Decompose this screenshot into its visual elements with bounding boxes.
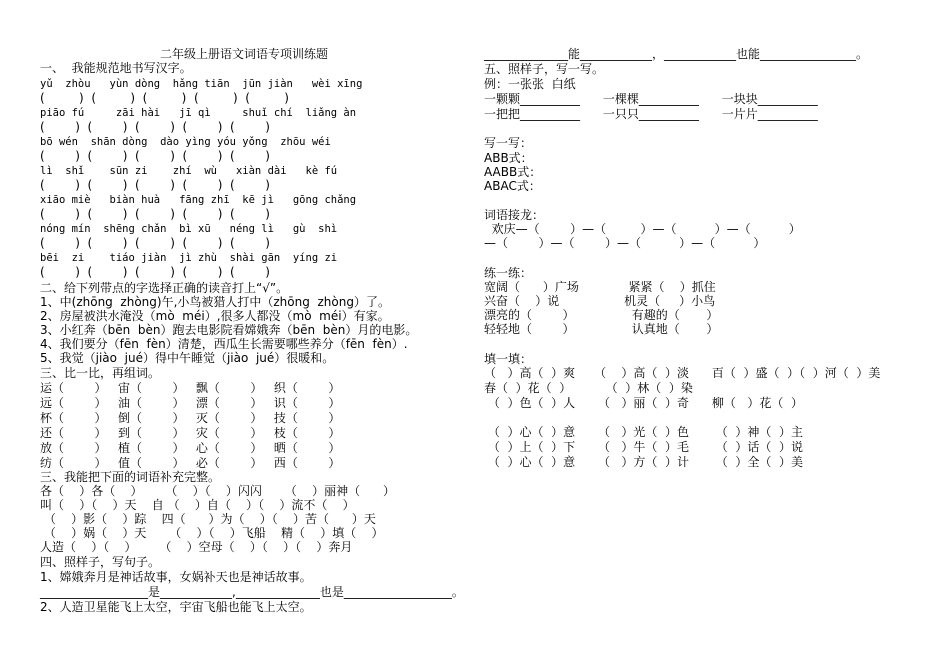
sentence-example: 1、嫦娥奔月是神话故事，女娲补天也是神话故事。 bbox=[40, 570, 312, 584]
pinyin-row: yǔ zhòu yùn dòng hǎng tiān jūn jiàn wèi xīng bbox=[40, 78, 363, 90]
bracket-row: ( ) ( ) ( ) ( ) ( ) bbox=[40, 265, 270, 279]
sentence-blank: ______________能____________，____________也能________________。 bbox=[484, 47, 869, 61]
bracket-row: ( ) ( ) ( ) ( ) ( ) bbox=[40, 207, 270, 221]
pinyin-row: piāo fú zāi hài jī qì shuǐ chí liǎng àn bbox=[40, 107, 357, 119]
idiom-row: （ ）影（ ）踪 四（ ）为（ ）（ ）苦（ ）天 bbox=[40, 512, 376, 526]
write-item: AABB式： bbox=[484, 165, 542, 179]
pinyin-row: xiāo miè biàn huà fāng zhī kē jì gōng chǎng bbox=[40, 194, 357, 206]
practice-row: 漂亮的（ ） 有趣的（ ） bbox=[484, 308, 719, 322]
bracket-row: ( ) ( ) ( ) ( ) ( ) bbox=[40, 91, 289, 105]
sentence-blank: __________________是____________,______________也是__________________。 bbox=[40, 585, 464, 599]
idiom-row: 叫（ ）（ ）天 自 （ ）自（ ）（ ）流不（ ） bbox=[40, 498, 355, 512]
fill-row: （ ）色（ ）人 （ ）丽（ ）奇 柳（ ）花（ ） bbox=[484, 396, 803, 410]
pinyin-row: lì shǐ sūn zi zhí wù xiàn dài kè fú bbox=[40, 165, 338, 177]
idiom-row: 各（ ）各（ ） （ ）（ ）闪闪 （ ）丽神（ ） bbox=[40, 484, 395, 498]
question-line: 3、小红奔（bēn bèn）跑去电影院看嫦娥奔（bēn bèn）月的电影。 bbox=[40, 323, 418, 337]
fill-row: （ ）心（ ）意 （ ）方（ ）计 （ ）全（ ）美 bbox=[484, 455, 803, 469]
section5-heading: 四、照样子，写句子。 bbox=[40, 555, 161, 569]
question-line: 4、我们要分（fēn fèn）清楚，西瓜生长需要哪些养分（fēn fèn）. bbox=[40, 337, 408, 351]
compare-row: 运（ ） 宙（ ） 飘（ ） 织（ ） bbox=[40, 381, 341, 395]
idiom-row: 人造（ ）（ ） （ ）空母（ ）（ ）（ ）奔月 bbox=[40, 540, 353, 554]
write-item: ABB式： bbox=[484, 151, 533, 165]
fill-row: （ ）心（ ）意 （ ）光（ ）色 （ ）神（ ）主 bbox=[484, 425, 803, 439]
compare-row: 还（ ） 到（ ） 灾（ ） 枝（ ） bbox=[40, 426, 341, 440]
question-line: 5、我觉（jiào jué）得中午睡觉（jiào jué）很暖和。 bbox=[40, 351, 335, 365]
section4-heading: 三、我能把下面的词语补充完整。 bbox=[40, 470, 221, 484]
chain-row: 欢庆—（ ）—（ ）—（ ）—（ ） bbox=[484, 222, 801, 236]
bracket-row: ( ) ( ) ( ) ( ) ( ) bbox=[40, 178, 270, 192]
section3-heading: 三、比一比，再组词。 bbox=[40, 366, 161, 380]
idiom-row: （ ）娲（ ）天 （ ）（ ）飞船 精（ ）填（ ） bbox=[40, 526, 384, 540]
compare-row: 远（ ） 油（ ） 漂（ ） 识（ ） bbox=[40, 396, 341, 410]
fill-heading: 填一填： bbox=[484, 352, 533, 366]
question-line: 1、中(zhōng zhòng)午,小鸟被猎人打中（zhōng zhòng）了。 bbox=[40, 295, 390, 309]
pinyin-row: bō wén shān dòng dào yìng yóu yǒng zhōu wéi bbox=[40, 136, 331, 148]
practice-row: 兴奋（ ）说 机灵（ ）小鸟 bbox=[484, 294, 716, 308]
section1-heading: 一、 我能规范地书写汉字。 bbox=[40, 61, 192, 75]
chain-row: —（ ）—（ ）—（ ）—（ ） bbox=[484, 236, 766, 250]
fill-row: （ ）高（ ）爽 （ ）高（ ）淡 百（ ）盛（ ）（ ）河（ ）美 bbox=[484, 366, 881, 380]
chain-heading: 词语接龙： bbox=[484, 208, 545, 222]
bracket-row: ( ) ( ) ( ) ( ) ( ) bbox=[40, 149, 270, 163]
measure-word-row: 一把把__________ 一只只__________ 一片片__________ bbox=[484, 107, 818, 121]
measure-word-row: 一颗颗__________ 一棵棵__________ 一块块__________ bbox=[484, 92, 818, 106]
section6-heading: 五、照样子，写一写。 bbox=[484, 62, 605, 76]
fill-row: （ ）上（ ）下 （ ）牛（ ）毛 （ ）话（ ）说 bbox=[484, 440, 803, 454]
sentence-example: 2、人造卫星能飞上太空，宇宙飞船也能飞上太空。 bbox=[40, 600, 312, 614]
page-title: 二年级上册语文词语专项训练题 bbox=[160, 47, 329, 61]
section2-heading: 二、给下列带点的字选择正确的读音打上“√”。 bbox=[40, 281, 289, 295]
write-item: ABAC式： bbox=[484, 179, 541, 193]
compare-row: 放（ ） 植（ ） 心（ ） 晒（ ） bbox=[40, 441, 341, 455]
example-line: 例：一张张 白纸 bbox=[484, 77, 580, 91]
bracket-row: ( ) ( ) ( ) ( ) ( ) bbox=[40, 120, 270, 134]
practice-heading: 练一练： bbox=[484, 266, 533, 280]
bracket-row: ( ) ( ) ( ) ( ) ( ) bbox=[40, 236, 270, 250]
question-line: 2、房屋被洪水淹没（mò méi）,很多人都没（mò méi）有家。 bbox=[40, 309, 390, 323]
fill-row: 春（ ）花（ ） （ ）林（ ）染 bbox=[484, 381, 693, 395]
compare-row: 纺（ ） 值（ ） 必（ ） 西（ ） bbox=[40, 456, 341, 470]
pinyin-row: nóng mín shēng chǎn bì xū néng lì gù shì bbox=[40, 223, 338, 235]
practice-row: 轻轻地（ ） 认真地（ ） bbox=[484, 322, 719, 336]
practice-row: 宽阔（ ）广场 紧紧（ ）抓住 bbox=[484, 280, 716, 294]
pinyin-row: bēi zi tiáo jiàn jì zhù shài gān yíng zi bbox=[40, 252, 338, 264]
write-heading: 写一写： bbox=[484, 136, 533, 150]
compare-row: 杯（ ） 倒（ ） 灭（ ） 技（ ） bbox=[40, 411, 341, 425]
